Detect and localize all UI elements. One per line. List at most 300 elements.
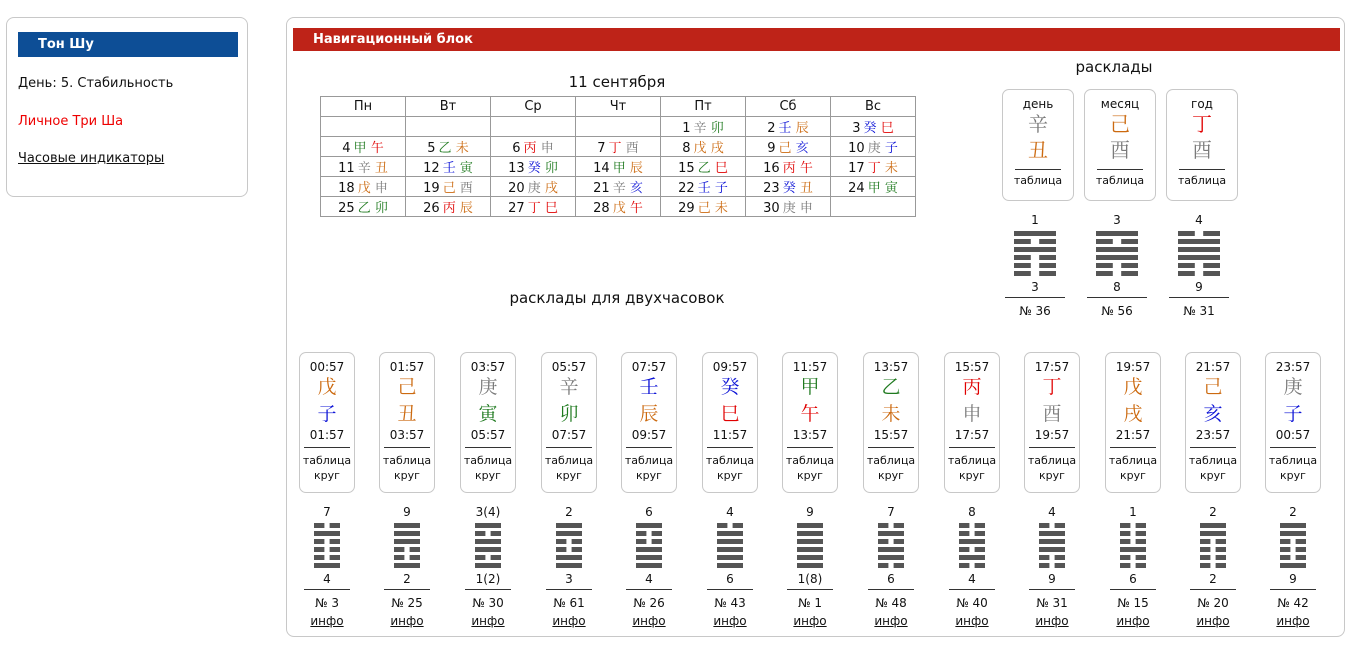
hour-card-8[interactable]: [944, 352, 1000, 493]
hexagram-icon: [1039, 523, 1065, 568]
earthly-branch: 午: [800, 403, 820, 425]
circle-link[interactable]: круг: [314, 469, 340, 482]
hexagram-broken-line: [975, 523, 985, 528]
spread-card-1[interactable]: [1084, 89, 1156, 201]
hexagram-bottom-number: 4: [968, 572, 976, 586]
hour-card-3[interactable]: [541, 352, 597, 493]
hexagram-solid-line: [717, 531, 743, 536]
earthly-branch: 寅: [478, 403, 498, 425]
table-link[interactable]: таблица: [624, 454, 674, 467]
heavenly-stem: 庚: [867, 141, 881, 156]
hexagram-icon: [717, 523, 743, 568]
table-link[interactable]: таблица: [382, 454, 432, 467]
hexagram-bottom-number: 4: [645, 572, 653, 586]
hexagram-broken-line: [733, 523, 743, 528]
circle-link[interactable]: круг: [1039, 469, 1065, 482]
divider: [1029, 447, 1075, 448]
hexagram-broken-line: [1096, 239, 1113, 244]
info-link[interactable]: инфо: [874, 614, 908, 628]
hexagram-number: № 36: [1019, 304, 1051, 318]
hexagram-broken-line: [1280, 539, 1290, 544]
divider: [1110, 589, 1156, 590]
hexagram-solid-line: [797, 555, 823, 560]
spread-card-0[interactable]: [1002, 89, 1074, 201]
earthly-branch: 丑: [1028, 138, 1048, 162]
hexagram-broken-line: [1200, 563, 1210, 568]
info-link[interactable]: инфо: [310, 614, 344, 628]
divider: [707, 589, 753, 590]
hexagram-icon: [636, 523, 662, 568]
hour-card-4[interactable]: [621, 352, 677, 493]
divider: [465, 589, 511, 590]
day-number: 24: [848, 181, 865, 196]
hour-card-9[interactable]: [1024, 352, 1080, 493]
hexagram-bottom-number: 3: [565, 572, 573, 586]
hexagram-icon: [1200, 523, 1226, 568]
hexagram-solid-line: [636, 555, 662, 560]
hexagram-number: № 40: [956, 596, 988, 610]
hexagram-solid-line: [475, 563, 501, 568]
hour-hexagram-7: [851, 505, 931, 629]
table-link[interactable]: таблица: [1013, 174, 1063, 187]
divider: [384, 447, 430, 448]
weekday-header: Вт: [406, 97, 491, 117]
hexagram-broken-line: [1280, 547, 1290, 552]
hexagram-broken-line: [636, 531, 646, 536]
hour-end-time: 23:57: [1195, 428, 1231, 442]
hour-end-time: 03:57: [389, 428, 425, 442]
hour-hexagram-5: [690, 505, 770, 629]
hour-end-time: 15:57: [873, 428, 909, 442]
heavenly-stem: 戊: [317, 376, 337, 398]
hexagram-broken-line: [314, 555, 324, 560]
left-panel-title: Тон Шу: [18, 32, 238, 57]
hexagram-broken-line: [959, 563, 969, 568]
hexagram-solid-line: [394, 563, 420, 568]
table-link[interactable]: таблица: [544, 454, 594, 467]
hexagram-top-number: 2: [1289, 505, 1297, 519]
hour-start-time: 21:57: [1195, 360, 1231, 374]
divider: [465, 447, 511, 448]
calendar-day-cell[interactable]: [746, 177, 831, 197]
calendar-day-cell[interactable]: [661, 157, 746, 177]
hexagram-solid-line: [797, 547, 823, 552]
day-number: 19: [423, 181, 440, 196]
calendar-day-cell[interactable]: [831, 177, 916, 197]
hour-end-time: 13:57: [792, 428, 828, 442]
table-link[interactable]: таблица: [463, 454, 513, 467]
day-number: 9: [767, 141, 776, 156]
hexagram-icon: [394, 523, 420, 568]
earthly-branch: 申: [799, 201, 813, 216]
hexagram-solid-line: [314, 563, 340, 568]
hexagram-broken-line: [878, 563, 888, 568]
earthly-branch: 午: [799, 161, 813, 176]
hexagram-broken-line: [1136, 523, 1146, 528]
hexagram-top-number: 7: [323, 505, 331, 519]
divider: [1179, 169, 1225, 170]
hexagram-solid-line: [636, 523, 662, 528]
hexagram-solid-line: [1200, 531, 1226, 536]
calendar-day-cell[interactable]: [661, 177, 746, 197]
circle-link[interactable]: круг: [394, 469, 420, 482]
hexagram-broken-line: [1200, 539, 1210, 544]
heavenly-stem: 癸: [782, 181, 796, 196]
hexagram-bottom-number: 6: [726, 572, 734, 586]
table-link[interactable]: таблица: [1188, 454, 1238, 467]
heavenly-stem: 戊: [612, 201, 626, 216]
calendar-day-cell: [406, 117, 491, 137]
hexagram-broken-line: [975, 531, 985, 536]
day-number: 17: [848, 161, 865, 176]
calendar-day-cell[interactable]: [406, 137, 491, 157]
heavenly-stem: 壬: [697, 181, 711, 196]
table-link[interactable]: таблица: [1268, 454, 1318, 467]
circle-link[interactable]: круг: [1120, 469, 1146, 482]
day-number: 7: [597, 141, 606, 156]
heavenly-stem: 丁: [608, 141, 622, 156]
hexagram-number: № 31: [1183, 304, 1215, 318]
hour-end-time: 19:57: [1034, 428, 1070, 442]
divider: [626, 447, 672, 448]
calendar-day-cell[interactable]: [576, 177, 661, 197]
calendar-day-cell[interactable]: [321, 197, 406, 217]
hexagram-icon: [1096, 231, 1138, 276]
hexagram-broken-line: [1121, 239, 1138, 244]
circle-link[interactable]: круг: [717, 469, 743, 482]
circle-link[interactable]: круг: [797, 469, 823, 482]
hour-card-10[interactable]: [1105, 352, 1161, 493]
hexagram-number: № 31: [1036, 596, 1068, 610]
table-link[interactable]: таблица: [1108, 454, 1158, 467]
hexagram-broken-line: [894, 563, 904, 568]
heavenly-stem: 己: [397, 376, 417, 398]
day-number: 30: [763, 201, 780, 216]
table-link[interactable]: таблица: [302, 454, 352, 467]
calendar-day-cell[interactable]: [576, 137, 661, 157]
hour-card-0[interactable]: [299, 352, 355, 493]
hexagram-broken-line: [1039, 263, 1056, 268]
divider: [787, 447, 833, 448]
table-link[interactable]: таблица: [1027, 454, 1077, 467]
hexagram-solid-line: [314, 531, 340, 536]
earthly-branch: 申: [374, 181, 388, 196]
calendar-day-cell[interactable]: [831, 117, 916, 137]
heavenly-stem: 丙: [962, 376, 982, 398]
earthly-branch: 亥: [1203, 403, 1223, 425]
hexagram-broken-line: [1039, 271, 1056, 276]
hexagram-top-number: 2: [1209, 505, 1217, 519]
hour-start-time: 17:57: [1034, 360, 1070, 374]
hexagram-broken-line: [572, 539, 582, 544]
hexagram-solid-line: [797, 563, 823, 568]
heavenly-stem: 甲: [867, 181, 881, 196]
hexagram-solid-line: [556, 531, 582, 536]
info-link[interactable]: инфо: [955, 614, 989, 628]
day-number: 15: [678, 161, 695, 176]
hexagram-broken-line: [652, 531, 662, 536]
calendar-day-cell[interactable]: [491, 157, 576, 177]
hexagram-number: № 56: [1101, 304, 1133, 318]
weekday-header: Пн: [321, 97, 406, 117]
hexagram-solid-line: [878, 547, 904, 552]
hexagram-number: № 61: [553, 596, 585, 610]
heavenly-stem: 壬: [639, 376, 659, 398]
circle-link[interactable]: круг: [556, 469, 582, 482]
heavenly-stem: 己: [697, 201, 711, 216]
table-link[interactable]: таблица: [705, 454, 755, 467]
hexagram-solid-line: [394, 531, 420, 536]
table-link[interactable]: таблица: [1095, 174, 1145, 187]
info-link[interactable]: инфо: [1116, 614, 1150, 628]
spread-card-2[interactable]: [1166, 89, 1238, 201]
hexagram-broken-line: [975, 563, 985, 568]
hexagram-top-number: 3: [1113, 213, 1121, 227]
hexagram-broken-line: [1096, 263, 1113, 268]
divider: [1015, 169, 1061, 170]
weekday-header: Сб: [746, 97, 831, 117]
hexagram-icon: [1280, 523, 1306, 568]
divider: [1270, 447, 1316, 448]
hexagram-broken-line: [1014, 263, 1031, 268]
earthly-branch: 卯: [544, 161, 558, 176]
hour-hexagram-2: [448, 505, 528, 629]
hexagram-top-number: 4: [1195, 213, 1203, 227]
info-link[interactable]: инфо: [1196, 614, 1230, 628]
info-link[interactable]: инфо: [471, 614, 505, 628]
calendar-day-cell[interactable]: [746, 197, 831, 217]
calendar-day-cell[interactable]: [831, 157, 916, 177]
hexagram-broken-line: [1120, 563, 1130, 568]
calendar-table: [320, 96, 916, 217]
hexagram-solid-line: [1280, 531, 1306, 536]
spread-hexagram-1: [1077, 213, 1157, 318]
hexagram-broken-line: [1296, 547, 1306, 552]
earthly-branch: 未: [455, 141, 469, 156]
hexagram-broken-line: [878, 539, 888, 544]
hexagram-solid-line: [1280, 523, 1306, 528]
calendar-day-cell[interactable]: [746, 157, 831, 177]
hexagram-top-number: 1: [1129, 505, 1137, 519]
hour-indicators-link[interactable]: Часовые индикаторы: [18, 151, 165, 166]
hexagram-top-number: 9: [403, 505, 411, 519]
day-number: 10: [848, 141, 865, 156]
hexagram-broken-line: [636, 539, 646, 544]
hour-card-7[interactable]: [863, 352, 919, 493]
earthly-branch: 巳: [880, 121, 894, 136]
hour-start-time: 09:57: [712, 360, 748, 374]
calendar-day-cell[interactable]: [491, 197, 576, 217]
hexagram-solid-line: [959, 555, 985, 560]
hexagram-broken-line: [1296, 555, 1306, 560]
hexagram-top-number: 7: [887, 505, 895, 519]
calendar-day-cell[interactable]: [746, 137, 831, 157]
calendar-day-cell[interactable]: [321, 157, 406, 177]
earthly-branch: 戌: [1123, 403, 1143, 425]
hexagram-broken-line: [314, 539, 324, 544]
calendar-day-cell[interactable]: [576, 197, 661, 217]
divider: [1029, 589, 1075, 590]
hexagram-solid-line: [1039, 539, 1065, 544]
heavenly-stem: 辛: [612, 181, 626, 196]
calendar-day-cell[interactable]: [576, 157, 661, 177]
hexagram-solid-line: [1178, 255, 1220, 260]
hour-card-12[interactable]: [1265, 352, 1321, 493]
spreads-title: расклады: [1075, 58, 1153, 76]
hexagram-bottom-number: 9: [1048, 572, 1056, 586]
hexagram-solid-line: [394, 539, 420, 544]
calendar-week-row: [321, 157, 916, 177]
hour-card-2[interactable]: [460, 352, 516, 493]
hexagram-number: № 48: [875, 596, 907, 610]
day-number: 11: [338, 161, 355, 176]
calendar-day-cell[interactable]: [321, 137, 406, 157]
hexagram-broken-line: [717, 523, 727, 528]
heavenly-stem: 戊: [693, 141, 707, 156]
calendar-day-cell[interactable]: [746, 117, 831, 137]
info-link[interactable]: инфо: [552, 614, 586, 628]
hexagram-broken-line: [556, 539, 566, 544]
info-link[interactable]: инфо: [1276, 614, 1310, 628]
info-link[interactable]: инфо: [713, 614, 747, 628]
hour-card-1[interactable]: [379, 352, 435, 493]
table-link[interactable]: таблица: [866, 454, 916, 467]
hexagram-broken-line: [491, 531, 501, 536]
divider: [1087, 297, 1147, 298]
hexagram-broken-line: [1039, 255, 1056, 260]
divider: [384, 589, 430, 590]
hexagram-solid-line: [1200, 523, 1226, 528]
heavenly-stem: 壬: [442, 161, 456, 176]
table-link[interactable]: таблица: [947, 454, 997, 467]
calendar-day-cell[interactable]: [406, 177, 491, 197]
circle-link[interactable]: круг: [1280, 469, 1306, 482]
hexagram-solid-line: [717, 547, 743, 552]
hour-end-time: 11:57: [712, 428, 748, 442]
hour-hexagram-9: [1012, 505, 1092, 629]
hexagram-solid-line: [1039, 531, 1065, 536]
heavenly-stem: 己: [1203, 376, 1223, 398]
day-number: 13: [508, 161, 525, 176]
calendar-day-cell[interactable]: [661, 137, 746, 157]
hexagram-solid-line: [1178, 247, 1220, 252]
hour-start-time: 23:57: [1275, 360, 1311, 374]
heavenly-stem: 辛: [1028, 112, 1048, 136]
hexagram-broken-line: [959, 523, 969, 528]
hexagram-icon: [797, 523, 823, 568]
hexagram-broken-line: [572, 547, 582, 552]
divider: [1005, 297, 1065, 298]
hexagram-broken-line: [1216, 547, 1226, 552]
hexagram-broken-line: [330, 555, 340, 560]
circle-link[interactable]: круг: [959, 469, 985, 482]
circle-link[interactable]: круг: [1200, 469, 1226, 482]
calendar-day-cell[interactable]: [491, 137, 576, 157]
hour-card-11[interactable]: [1185, 352, 1241, 493]
hexagram-broken-line: [959, 547, 969, 552]
day-number: 21: [593, 181, 610, 196]
personal-three-sha-link[interactable]: Личное Три Ша: [18, 114, 124, 129]
day-number: 4: [342, 141, 351, 156]
hexagram-broken-line: [1120, 539, 1130, 544]
calendar-day-cell: [831, 197, 916, 217]
heavenly-stem: 乙: [357, 201, 371, 216]
info-link[interactable]: инфо: [632, 614, 666, 628]
heavenly-stem: 丙: [442, 201, 456, 216]
info-link[interactable]: инфо: [390, 614, 424, 628]
earthly-branch: 辰: [639, 403, 659, 425]
calendar-day-cell[interactable]: [321, 177, 406, 197]
hexagram-solid-line: [1120, 547, 1146, 552]
hour-card-5[interactable]: [702, 352, 758, 493]
hexagram-bottom-number: 8: [1113, 280, 1121, 294]
info-link[interactable]: инфо: [793, 614, 827, 628]
hour-start-time: 03:57: [470, 360, 506, 374]
heavenly-stem: 庚: [782, 201, 796, 216]
hour-hexagram-0: [287, 505, 367, 629]
hexagram-broken-line: [878, 523, 888, 528]
divider: [868, 589, 914, 590]
calendar-day-cell[interactable]: [406, 197, 491, 217]
table-link[interactable]: таблица: [1177, 174, 1227, 187]
hexagram-bottom-number: 4: [323, 572, 331, 586]
hexagram-number: № 20: [1197, 596, 1229, 610]
hexagram-top-number: 2: [565, 505, 573, 519]
earthly-branch: 寅: [884, 181, 898, 196]
heavenly-stem: 丁: [867, 161, 881, 176]
hexagram-number: № 15: [1117, 596, 1149, 610]
hexagram-broken-line: [394, 555, 404, 560]
calendar-day-cell[interactable]: [661, 197, 746, 217]
calendar-day-cell[interactable]: [491, 177, 576, 197]
hexagram-broken-line: [652, 539, 662, 544]
weekday-header: Ср: [491, 97, 576, 117]
hexagram-solid-line: [475, 547, 501, 552]
hexagram-broken-line: [394, 547, 404, 552]
info-link[interactable]: инфо: [1035, 614, 1069, 628]
heavenly-stem: 庚: [1283, 376, 1303, 398]
hexagram-icon: [878, 523, 904, 568]
calendar-day-cell[interactable]: [661, 117, 746, 137]
calendar-day-cell[interactable]: [831, 137, 916, 157]
divider: [1190, 447, 1236, 448]
earthly-branch: 子: [1283, 403, 1303, 425]
hexagram-icon: [556, 523, 582, 568]
earthly-branch: 酉: [1192, 138, 1212, 162]
table-link[interactable]: таблица: [785, 454, 835, 467]
heavenly-stem: 甲: [353, 141, 367, 156]
hexagram-broken-line: [491, 555, 501, 560]
hexagram-solid-line: [1178, 239, 1220, 244]
heavenly-stem: 庚: [527, 181, 541, 196]
spread-card-label: месяц: [1100, 97, 1140, 111]
day-number: 25: [338, 201, 355, 216]
hexagram-broken-line: [1039, 563, 1049, 568]
hour-card-6[interactable]: [782, 352, 838, 493]
circle-link[interactable]: круг: [636, 469, 662, 482]
earthly-branch: 辰: [629, 161, 643, 176]
day-number: 29: [678, 201, 695, 216]
hexagram-bottom-number: 9: [1195, 280, 1203, 294]
calendar-day-cell[interactable]: [406, 157, 491, 177]
hexagram-solid-line: [636, 563, 662, 568]
navigation-block-title: Навигационный блок: [293, 28, 1340, 51]
circle-link[interactable]: круг: [878, 469, 904, 482]
circle-link[interactable]: круг: [475, 469, 501, 482]
divider: [787, 589, 833, 590]
hour-end-time: 00:57: [1275, 428, 1311, 442]
hexagram-number: № 3: [315, 596, 339, 610]
